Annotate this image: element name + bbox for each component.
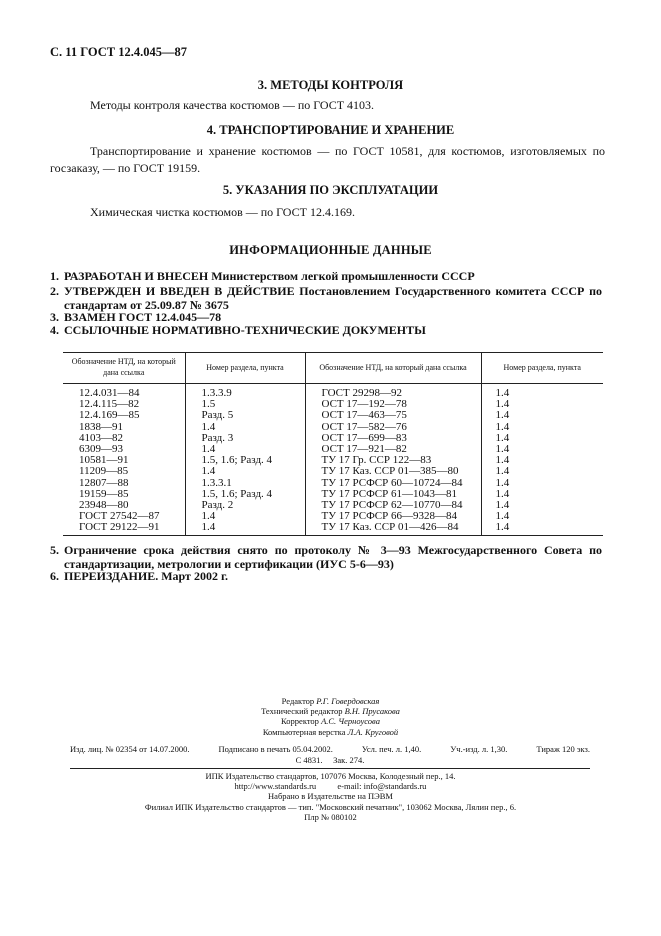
info-item-number: 3. xyxy=(50,310,59,324)
table-cell: ОСТ 17—582—76 xyxy=(305,422,481,433)
editor-line: Компьютерная верстка Л.А. Круговой xyxy=(262,726,399,737)
imprint-divider xyxy=(70,768,590,769)
publication-signed: Подписано в печать 05.04.2002. xyxy=(218,744,333,754)
imprint-contacts xyxy=(0,781,661,791)
info-item xyxy=(50,269,610,283)
table-cell: 1.4 xyxy=(481,384,603,400)
imprint-publisher: ИПК Издательство стандартов, 107076 Москва, Колодезный пер., 14. xyxy=(205,771,456,781)
table-cell: 1.4 xyxy=(185,522,305,535)
table-cell: 1.4 xyxy=(481,444,603,455)
table-row xyxy=(63,522,603,535)
editor-line: Корректор А.С. Черноусова xyxy=(281,716,380,727)
info-item-number: 5. xyxy=(50,543,59,557)
info-item-number: 2. xyxy=(50,284,59,298)
table-cell: 4103—82 xyxy=(79,431,123,444)
table-cell: ТУ 17 Каз. ССР 01—426—84 xyxy=(305,522,481,535)
info-item-text: УТВЕРЖДЕН И ВВЕДЕН В ДЕЙСТВИЕ Постановлением Государственного комитета СССР по стандартам от 25.09.87 № 3675 xyxy=(64,284,602,312)
table-cell: 1.4 xyxy=(185,444,305,455)
editor-line: Редактор Р.Г. Говердовская xyxy=(281,696,380,706)
info-item-number: 1. xyxy=(50,269,59,283)
imprint-block xyxy=(0,771,661,822)
table-cell: 12807—88 xyxy=(79,476,129,489)
table-cell: 1.5, 1.6; Разд. 4 xyxy=(185,489,305,500)
table-cell: 11209—85 xyxy=(79,465,129,478)
imprint-email: e-mail: info@standards.ru xyxy=(337,781,427,792)
table-cell: ОСТ 17—463—75 xyxy=(305,410,481,421)
table-cell: ТУ 17 РСФСР 61—1043—81 xyxy=(305,489,481,500)
imprint-license: Плр № 080102 xyxy=(304,811,357,822)
imprint-printer: Филиал ИПК Издательство стандартов — тип. "Московский печатник", 103062 Москва, Лялин пер., 6. xyxy=(144,801,517,812)
table-cell: ОСТ 17—921—82 xyxy=(305,444,481,455)
info-item-text: ВЗАМЕН ГОСТ 12.4.045—78 xyxy=(64,310,222,324)
publication-code: С 4831. xyxy=(295,755,323,765)
table-row xyxy=(63,384,603,400)
section-title-transport: 4. ТРАНСПОРТИРОВАНИЕ И ХРАНЕНИЕ xyxy=(206,123,455,137)
publication-run: Тираж 120 экз. xyxy=(536,744,590,754)
table-cell: 1.5, 1.6; Разд. 4 xyxy=(185,455,305,466)
publication-info xyxy=(70,744,590,754)
table-cell: 1.4 xyxy=(481,433,603,444)
section-text-transport: Транспортирование и хранение костюмов — по ГОСТ 10581, для костюмов, изготовляемых по госзаказу, — по ГОСТ 19159. xyxy=(50,144,605,175)
info-item-text: Ограничение срока действия снято по протоколу № 3—93 Межгосударственного Совета по стандартизации, метрологии и сертификации (ИУС 5-6—93) xyxy=(64,543,602,571)
info-title: ИНФОРМАЦИОННЫЕ ДАННЫЕ xyxy=(229,243,432,257)
info-item-number: 4. xyxy=(50,323,59,337)
table-row xyxy=(63,466,603,477)
imprint-site: http://www.standards.ru xyxy=(234,781,317,792)
table-cell: 1.4 xyxy=(185,466,305,477)
table-cell: 12.4.169—85 xyxy=(79,409,140,422)
reference-table xyxy=(63,352,603,536)
table-cell: 1.5 xyxy=(185,399,305,410)
info-item-number: 6. xyxy=(50,569,59,583)
table-cell: 1.3.3.1 xyxy=(185,478,305,489)
table-cell: 1.4 xyxy=(481,478,603,489)
table-header: Обозначение НТД, на который дана ссылка xyxy=(63,353,185,384)
page-header: С. 11 ГОСТ 12.4.045—87 xyxy=(50,45,187,59)
info-item-text: ПЕРЕИЗДАНИЕ. Март 2002 г. xyxy=(64,569,229,583)
editor-line: Технический редактор В.Н. Прусакова xyxy=(261,706,400,717)
info-item xyxy=(50,323,610,337)
imprint-typeset: Набрано в Издательстве на ПЭВМ xyxy=(268,791,393,802)
publication-pub-sheets: Уч.-изд. л. 1,30. xyxy=(450,744,508,754)
section-title-usage: 5. УКАЗАНИЯ ПО ЭКСПЛУАТАЦИИ xyxy=(222,183,439,197)
section-text-usage: Химическая чистка костюмов — по ГОСТ 12.4.169. xyxy=(90,205,355,219)
section-text-methods: Методы контроля качества костюмов — по ГОСТ 4103. xyxy=(90,98,375,112)
table-cell: ТУ 17 Гр. ССР 122—83 xyxy=(305,455,481,466)
table-cell: ТУ 17 РСФСР 66—9328—84 xyxy=(305,511,481,522)
table-row xyxy=(63,410,603,421)
table-cell: ГОСТ 29122—91 xyxy=(63,522,185,535)
table-cell: 1.4 xyxy=(481,422,603,433)
publication-codes xyxy=(70,755,590,765)
table-cell: ОСТ 17—192—78 xyxy=(305,399,481,410)
table-cell: 12.4.115—82 xyxy=(79,398,140,411)
table-cell: 1.4 xyxy=(481,455,603,466)
table-cell: 1.3.3.9 xyxy=(185,384,305,400)
table-cell: 19159—85 xyxy=(79,487,129,500)
table-cell: ТУ 17 РСФСР 62—10770—84 xyxy=(305,500,481,511)
table-cell: ГОСТ 29298—92 xyxy=(305,384,481,400)
publication-order: Зак. 274. xyxy=(333,755,365,765)
publication-license: Изд. лиц. № 02354 от 14.07.2000. xyxy=(70,744,190,754)
table-cell: 23948—80 xyxy=(79,499,129,512)
table-cell: 1.4 xyxy=(185,422,305,433)
table-cell: 12.4.031—84 xyxy=(79,387,140,399)
section-title-methods: 3. МЕТОДЫ КОНТРОЛЯ xyxy=(257,78,404,92)
table-cell: Разд. 2 xyxy=(185,500,305,511)
info-item-text: РАЗРАБОТАН И ВНЕСЕН Министерством легкой промышленности СССР xyxy=(64,269,475,283)
table-header: Номер раздела, пункта xyxy=(481,353,603,384)
table-cell: ОСТ 17—699—83 xyxy=(305,433,481,444)
table-cell: ТУ 17 РСФСР 60—10724—84 xyxy=(305,478,481,489)
info-item xyxy=(50,284,602,312)
table-cell: 6309—93 xyxy=(79,443,123,456)
publication-print-sheets: Усл. печ. л. 1,40. xyxy=(361,744,422,754)
table-cell: 1.4 xyxy=(185,511,305,522)
editors-block xyxy=(0,696,661,737)
table-header: Номер раздела, пункта xyxy=(185,353,305,384)
table-cell: 1.4 xyxy=(481,399,603,410)
info-item xyxy=(50,569,610,583)
table-cell: 1838—91 xyxy=(79,420,123,433)
table-cell: ГОСТ 27542—87 xyxy=(79,510,160,523)
table-cell: 1.4 xyxy=(481,511,603,522)
table-cell: Разд. 5 xyxy=(185,410,305,421)
table-cell: 1.4 xyxy=(481,410,603,421)
info-item-text: ССЫЛОЧНЫЕ НОРМАТИВНО-ТЕХНИЧЕСКИЕ ДОКУМЕНТЫ xyxy=(64,323,426,337)
table-cell: 1.4 xyxy=(481,500,603,511)
table-cell: 10581—91 xyxy=(79,454,129,467)
info-item xyxy=(50,310,610,324)
table-header: Обозначение НТД, на который дана ссылка xyxy=(305,353,481,384)
table-cell: Разд. 3 xyxy=(185,433,305,444)
table-cell: 1.4 xyxy=(481,489,603,500)
table-header-row xyxy=(63,353,603,384)
table-cell: 1.4 xyxy=(481,466,603,477)
table-cell: ТУ 17 Каз. ССР 01—385—80 xyxy=(305,466,481,477)
table-cell: 1.4 xyxy=(481,522,603,535)
info-item xyxy=(50,543,602,571)
